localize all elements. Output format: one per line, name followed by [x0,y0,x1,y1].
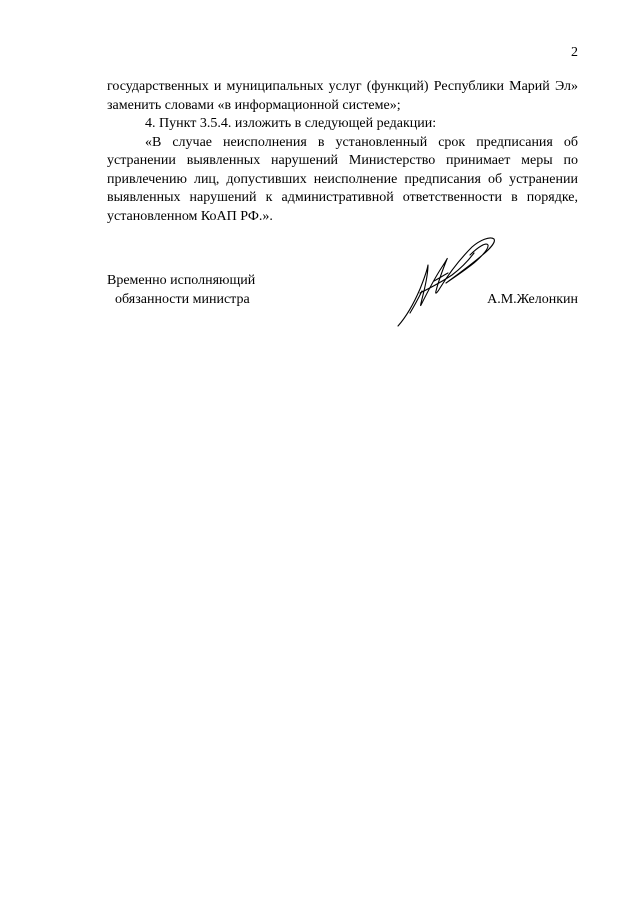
signer-position-line1: Временно исполняющий [107,273,256,288]
signer-name: А.М.Желонкин [487,291,578,307]
signer-position [107,272,255,309]
page-number: 2 [571,45,578,60]
document-body [107,78,578,226]
handwritten-signature [390,233,502,329]
paragraph-continuation: государственных и муниципальных услуг (функций) Республики Марий Эл» заменить словами «в информационной системе»; [107,79,578,113]
paragraph-item-4: 4. Пункт 3.5.4. изложить в следующей редакции: [145,116,437,131]
paragraph-quoted-edition: «В случае неисполнения в установленный срок предписания об устранении выявленных нарушений Министерство принимает меры по привлечению лиц, допустивших неисполнение предписания об устранении выявленных нарушений к административной ответственности в порядке, установленном КоАП РФ.». [107,134,578,224]
signer-position-line2: обязанности министра [115,291,250,307]
